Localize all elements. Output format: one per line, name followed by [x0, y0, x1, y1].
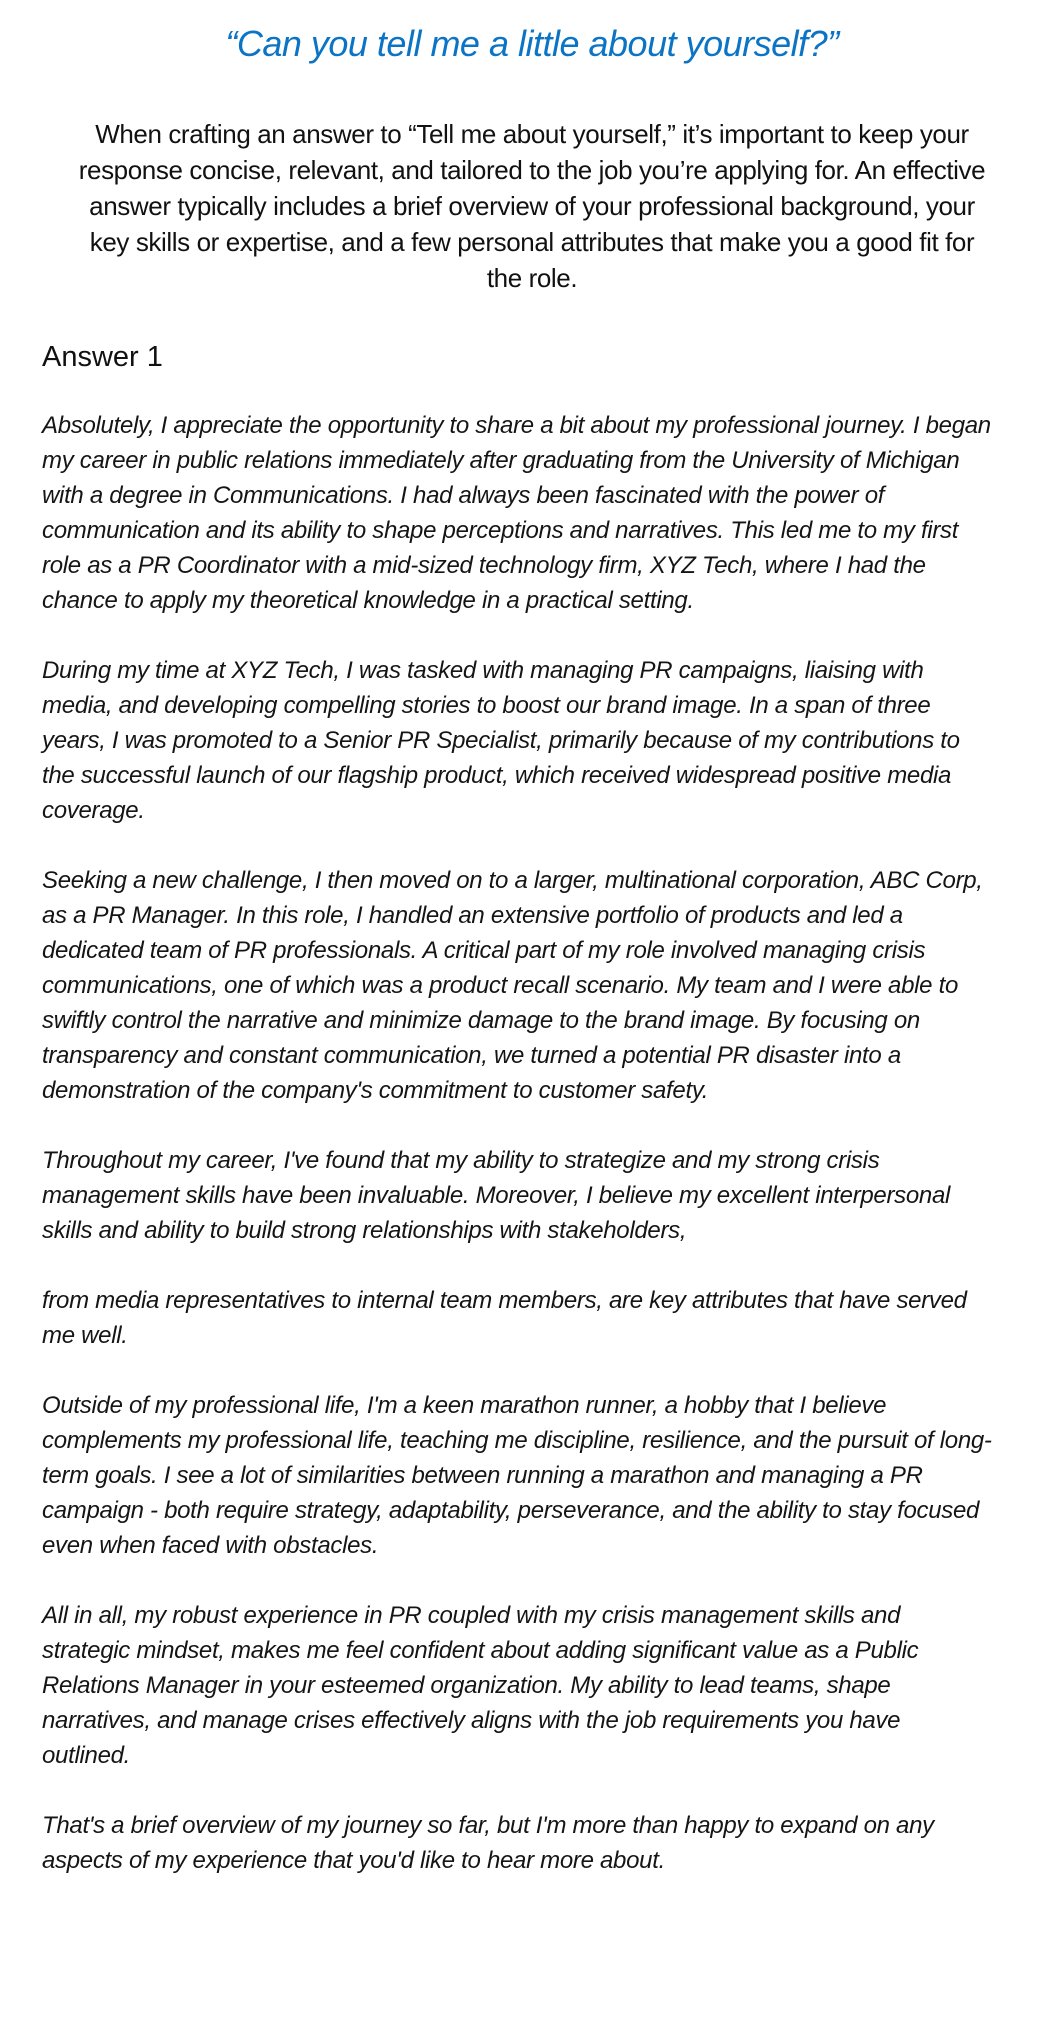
answer-paragraph: Absolutely, I appreciate the opportunity to share a bit about my professional journey. I began my career in public relations immediately after graduating from the University of Michigan with a degree in Communications. I had always been fascinated with the power of communication and its ability to shape perceptions and narratives. This led me to my first role as a PR Coordinator with a mid-sized technology firm, XYZ Tech, where I had the chance to apply my theoretical knowledge in a practical setting.	[42, 412, 991, 614]
answer-heading: Answer 1	[42, 341, 163, 373]
answer-paragraph: Throughout my career, I've found that my ability to strategize and my strong crisis management skills have been invaluable. Moreover, I believe my excellent interpersonal skills and ability to build strong relationships with stakeholders,	[42, 1147, 951, 1244]
document-title: “Can you tell me a little about yourself?”	[225, 23, 839, 64]
answer-paragraph: All in all, my robust experience in PR coupled with my crisis management skills and strategic mindset, makes me feel confident about adding significant value as a Public Relations Manager in your esteemed organization. My ability to lead teams, shape narratives, and manage crises effectively aligns with the job requirements you have outlined.	[42, 1602, 919, 1769]
answer-paragraph: from media representatives to internal team members, are key attributes that have served me well.	[42, 1287, 967, 1349]
intro-paragraph: When crafting an answer to “Tell me about yourself,” it’s important to keep your response concise, relevant, and tailored to the job you’re applying for. An effective answer typically includes a brief overview of your professional background, your key skills or expertise, and a few personal attributes that make you a good fit for the role.	[78, 119, 986, 293]
answer-body	[42, 408, 992, 1878]
answer-paragraph: Outside of my professional life, I'm a keen marathon runner, a hobby that I believe complements my professional life, teaching me discipline, resilience, and the pursuit of long-term goals. I see a lot of similarities between running a marathon and managing a PR campaign - both require strategy, adaptability, perseverance, and the ability to stay focused even when faced with obstacles.	[42, 1392, 992, 1559]
answer-paragraph: That's a brief overview of my journey so far, but I'm more than happy to expand on any aspects of my experience that you'd like to hear more about.	[42, 1812, 934, 1874]
answer-paragraph: During my time at XYZ Tech, I was tasked with managing PR campaigns, liaising with media, and developing compelling stories to boost our brand image. In a span of three years, I was promoted to a Senior PR Specialist, primarily because of my contributions to the successful launch of our flagship product, which received widespread positive media coverage.	[42, 657, 960, 824]
answer-paragraph: Seeking a new challenge, I then moved on to a larger, multinational corporation, ABC Corp, as a PR Manager. In this role, I handled an extensive portfolio of products and led a dedicated team of PR professionals. A critical part of my role involved managing crisis communications, one of which was a product recall scenario. My team and I were able to swiftly control the narrative and minimize damage to the brand image. By focusing on transparency and constant communication, we turned a potential PR disaster into a demonstration of the company's commitment to customer safety.	[42, 867, 983, 1104]
